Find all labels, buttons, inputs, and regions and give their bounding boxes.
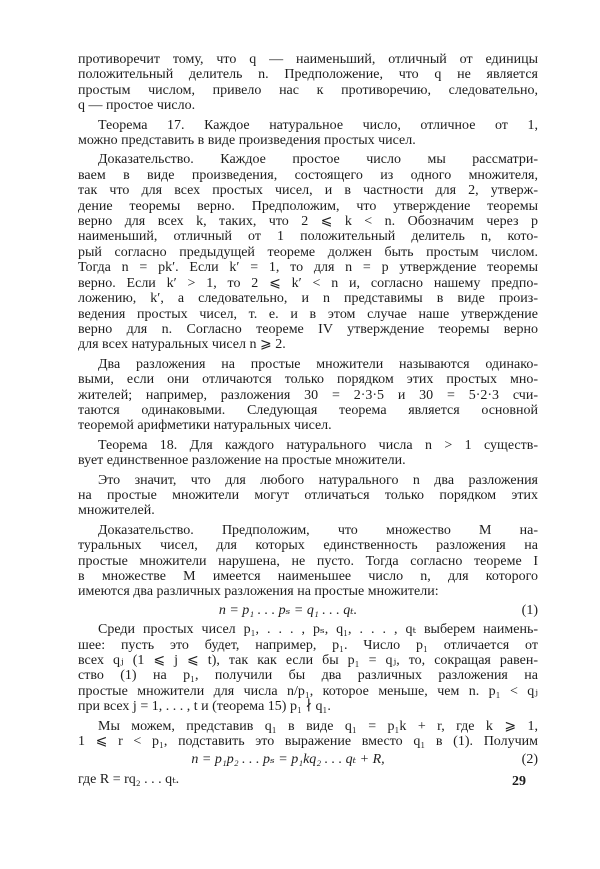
text-line: так что для всех простых чисел, и в частности для 2, утверж- xyxy=(78,183,538,199)
text-line: всех qⱼ (1 ⩽ j ⩽ t), так как если бы p₁ = qⱼ, то, сокращая равен- xyxy=(78,653,538,669)
text-line: ведения простых чисел, т. е. и в этом случае наше утверждение xyxy=(78,306,538,322)
text-line: шее: пусть это будет, например, p₁. Число p₁ отличается от xyxy=(78,637,538,653)
text-line: противоречит тому, что q — наименьший, отличный от единицы xyxy=(78,52,538,67)
text-line: таются одинаковыми. Следующая теорема является основной xyxy=(78,402,538,418)
formula-1-number: (1) xyxy=(521,602,538,618)
theorem-17-text: можно представить в виде произведения простых чисел. xyxy=(78,133,416,149)
text-line: имеются два различных разложения на простые множители: xyxy=(78,584,439,600)
text-line: ложению, k′, а следовательно, и n представимы в виде произ- xyxy=(78,291,538,307)
text-line: в множестве M имеется наименьшее число n, для которого xyxy=(78,569,538,584)
theorem-18-heading: Теорема 18. Для каждого натурального числа n > 1 существ- xyxy=(98,437,538,453)
text-line: при всех j = 1, . . . , t и (теорема 15) p₁ ∤ q₁. xyxy=(78,699,331,715)
text-line: ство (1) на p₁, получили бы два различных разложения на xyxy=(78,668,538,684)
text-line: Мы можем, представив q₁ в виде q₁ = p₁k + r, где k ⩾ 1, xyxy=(98,718,538,734)
theorem-18-text: вует единственное разложение на простые множители. xyxy=(78,453,406,469)
formula-2-number: (2) xyxy=(521,752,538,768)
theorem-17-heading: Теорема 17. Каждое натуральное число, отличное от 1, xyxy=(98,117,538,133)
text-line: Среди простых чисел p₁, . . . , pₛ, q₁, . . . , qₜ выберем наимень- xyxy=(98,622,538,638)
proof-start: Доказательство. Предположим, что множество M на- xyxy=(98,522,538,538)
text-line: Тогда n = pk′. Если k′ = 1, то для n = p утверждение теоремы xyxy=(78,260,538,276)
text-line: верно для всех k, таких, что 2 ⩽ k < n. Обозначим через p xyxy=(78,214,538,230)
page-number: 29 xyxy=(512,774,526,789)
proof-start: Доказательство. Каждое простое число мы рассматри- xyxy=(98,152,538,168)
formula-1 xyxy=(78,603,538,618)
formula-1-expression: n = p₁ . . . pₛ = q₁ . . . qₜ. xyxy=(218,602,358,618)
text-line: где R = rq₂ . . . qₜ. xyxy=(78,771,180,787)
text-line: верно для n. Согласно теореме IV утверждение теоремы верно xyxy=(78,321,538,337)
text-line: туральных чисел, для которых единственность разложения на xyxy=(78,538,538,554)
text-line: для всех натуральных чисел n ⩾ 2. xyxy=(78,337,286,353)
text-line: рый согласно предыдущей теореме должен быть простым числом. xyxy=(78,244,538,260)
text-line: множителей. xyxy=(78,503,155,519)
text-line: q — простое число. xyxy=(78,98,196,114)
text-line: положительный делитель n. Предположение, что q не является xyxy=(78,67,538,83)
page-text xyxy=(78,52,538,787)
text-line: Два разложения на простые множители называются одинако- xyxy=(98,356,538,372)
text-line: на простые множители могут отличаться только порядком этих xyxy=(78,487,538,503)
text-line: 1 ⩽ r < p₁, подставить это выражение вместо q₁ в (1). Получим xyxy=(78,734,538,750)
text-line: выми, если они отличаются только порядком этих простых мно- xyxy=(78,372,538,388)
text-line: простые множители нарушена, не пусто. Тогда согласно теореме I xyxy=(78,553,538,569)
text-line: жителей; например, разложения 30 = 2·3·5 и 30 = 5·2·3 счи- xyxy=(78,387,538,403)
formula-2-expression: n = p₁p₂ . . . pₛ = p₁kq₂ . . . qₜ + R, xyxy=(191,752,385,768)
text-line: Это значит, что для любого натурального n два разложения xyxy=(98,472,538,488)
text-line: теоремой арифметики натуральных чисел. xyxy=(78,418,332,434)
text-line: дение теоремы верно. Предположим, что утверждение теоремы xyxy=(78,198,538,214)
text-line: простые множители для числа n/p₁, которое меньше, чем n. p₁ < qⱼ xyxy=(78,683,538,699)
text-line: ваем в виде произведения, состоящего из одного множителя, xyxy=(78,167,538,183)
formula-2 xyxy=(78,752,538,767)
text-line: верно. Если k′ > 1, то 2 ⩽ k′ < n и, согласно нашему предпо- xyxy=(78,275,538,291)
text-line: простым числом, привело нас к противоречию, следовательно, xyxy=(78,82,538,98)
text-line: наименьший, отличный от 1 положительный делитель n, кото- xyxy=(78,229,538,245)
